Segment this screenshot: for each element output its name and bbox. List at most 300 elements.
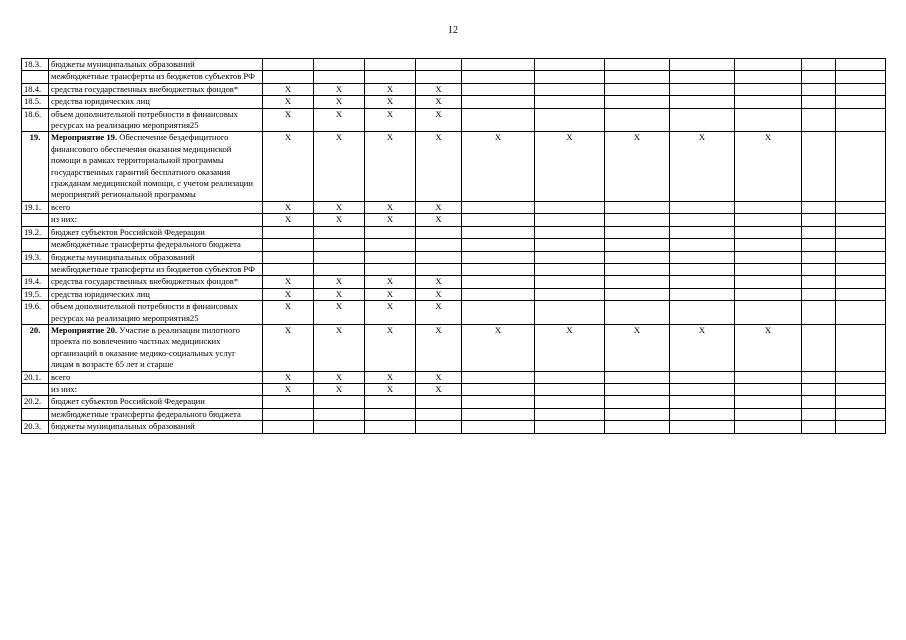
row-name-cell — [49, 83, 263, 95]
table-body — [22, 59, 886, 434]
mark-cell — [670, 201, 735, 213]
row-name: межбюджетные трансферты федерального бюджета — [51, 239, 241, 250]
table-row — [22, 201, 886, 213]
row-number: 20. — [22, 324, 49, 371]
row-name: средства юридических лиц — [51, 96, 150, 107]
mark-cell — [365, 239, 416, 251]
mark-cell — [802, 421, 836, 433]
mark-cell — [365, 263, 416, 275]
row-name-cell — [49, 214, 263, 226]
mark-cell: X — [263, 288, 314, 300]
row-name: Участие в реализации пилотного проекта по вовлечению частных медицинских организаций в оказание медико-социальных услуг лицам в возрасте 65 лет и старше — [51, 324, 240, 370]
row-name-cell — [49, 96, 263, 108]
mark-cell — [535, 288, 605, 300]
mark-cell: X — [314, 108, 365, 132]
page-number: 12 — [448, 25, 458, 36]
mark-cell: X — [263, 324, 314, 371]
mark-cell: X — [735, 324, 802, 371]
mark-cell — [670, 71, 735, 83]
mark-cell — [605, 421, 670, 433]
row-name: средства государственных внебюджетных фондов* — [51, 276, 239, 287]
mark-cell: X — [416, 371, 462, 383]
mark-cell — [535, 108, 605, 132]
mark-cell: X — [263, 276, 314, 288]
mark-cell: X — [416, 324, 462, 371]
mark-cell — [605, 71, 670, 83]
mark-cell — [735, 276, 802, 288]
mark-cell: X — [735, 132, 802, 201]
mark-cell: X — [263, 83, 314, 95]
mark-cell: X — [314, 83, 365, 95]
mark-cell — [263, 251, 314, 263]
row-name-cell — [49, 324, 263, 371]
mark-cell — [535, 408, 605, 420]
mark-cell — [263, 226, 314, 238]
mark-cell — [802, 276, 836, 288]
row-number — [22, 239, 49, 251]
mark-cell — [802, 59, 836, 71]
row-name-cell — [49, 108, 263, 132]
mark-cell: X — [416, 383, 462, 395]
mark-cell — [535, 383, 605, 395]
mark-cell — [670, 226, 735, 238]
mark-cell — [836, 301, 886, 325]
row-number: 19.1. — [22, 201, 49, 213]
mark-cell — [735, 251, 802, 263]
table-row — [22, 132, 886, 201]
mark-cell — [802, 288, 836, 300]
row-name-cell — [49, 59, 263, 71]
mark-cell — [802, 383, 836, 395]
mark-cell — [416, 421, 462, 433]
row-name: всего — [51, 201, 71, 212]
mark-cell: X — [365, 83, 416, 95]
mark-cell: X — [416, 214, 462, 226]
mark-cell: X — [314, 371, 365, 383]
table-row — [22, 251, 886, 263]
mark-cell — [836, 132, 886, 201]
mark-cell — [263, 263, 314, 275]
mark-cell — [314, 396, 365, 408]
mark-cell: X — [263, 301, 314, 325]
mark-cell: X — [416, 108, 462, 132]
mark-cell — [670, 421, 735, 433]
mark-cell — [836, 263, 886, 275]
mark-cell — [836, 59, 886, 71]
mark-cell — [735, 226, 802, 238]
row-number: 18.3. — [22, 59, 49, 71]
mark-cell — [535, 251, 605, 263]
mark-cell — [802, 71, 836, 83]
row-name-cell — [49, 71, 263, 83]
mark-cell: X — [605, 132, 670, 201]
mark-cell — [670, 408, 735, 420]
mark-cell — [836, 383, 886, 395]
row-number: 20.3. — [22, 421, 49, 433]
mark-cell — [735, 371, 802, 383]
mark-cell — [535, 301, 605, 325]
mark-cell — [462, 263, 535, 275]
mark-cell: X — [365, 288, 416, 300]
row-number: 19. — [22, 132, 49, 201]
mark-cell — [605, 59, 670, 71]
mark-cell — [836, 201, 886, 213]
mark-cell — [802, 239, 836, 251]
mark-cell — [535, 59, 605, 71]
mark-cell — [735, 383, 802, 395]
budget-table — [21, 58, 886, 434]
table-row — [22, 276, 886, 288]
mark-cell: X — [670, 324, 735, 371]
mark-cell — [802, 108, 836, 132]
row-name: межбюджетные трансферты из бюджетов субъектов РФ — [51, 71, 255, 82]
mark-cell — [802, 301, 836, 325]
mark-cell — [735, 214, 802, 226]
row-name: средства государственных внебюджетных фондов* — [51, 83, 239, 94]
mark-cell: X — [535, 132, 605, 201]
mark-cell — [535, 371, 605, 383]
mark-cell — [462, 288, 535, 300]
mark-cell — [535, 214, 605, 226]
mark-cell: X — [365, 276, 416, 288]
mark-cell — [416, 59, 462, 71]
table-row — [22, 96, 886, 108]
row-number — [22, 408, 49, 420]
mark-cell — [836, 226, 886, 238]
mark-cell — [605, 276, 670, 288]
mark-cell — [836, 239, 886, 251]
mark-cell: X — [416, 132, 462, 201]
mark-cell — [263, 59, 314, 71]
mark-cell: X — [365, 96, 416, 108]
row-name-cell — [49, 276, 263, 288]
mark-cell: X — [314, 288, 365, 300]
mark-cell — [535, 421, 605, 433]
mark-cell: X — [416, 96, 462, 108]
mark-cell: X — [365, 132, 416, 201]
mark-cell: X — [263, 371, 314, 383]
mark-cell — [605, 226, 670, 238]
mark-cell: X — [314, 383, 365, 395]
table-row — [22, 214, 886, 226]
mark-cell — [735, 96, 802, 108]
mark-cell — [802, 396, 836, 408]
mark-cell — [365, 71, 416, 83]
mark-cell — [802, 201, 836, 213]
row-name: из них: — [51, 383, 78, 394]
row-name-cell — [49, 301, 263, 325]
table-row — [22, 226, 886, 238]
row-name-cell — [49, 201, 263, 213]
mark-cell — [670, 239, 735, 251]
table-row — [22, 371, 886, 383]
mark-cell — [365, 421, 416, 433]
row-number: 19.4. — [22, 276, 49, 288]
table-row — [22, 83, 886, 95]
mark-cell — [462, 239, 535, 251]
row-number: 20.1. — [22, 371, 49, 383]
row-name-cell — [49, 288, 263, 300]
row-name: из них: — [51, 214, 78, 225]
mark-cell — [365, 59, 416, 71]
table-row — [22, 239, 886, 251]
mark-cell — [535, 226, 605, 238]
mark-cell: X — [314, 132, 365, 201]
mark-cell — [462, 201, 535, 213]
mark-cell — [670, 396, 735, 408]
mark-cell — [735, 421, 802, 433]
mark-cell — [462, 408, 535, 420]
row-name-cell — [49, 132, 263, 201]
mark-cell — [670, 59, 735, 71]
mark-cell — [836, 408, 886, 420]
mark-cell: X — [462, 324, 535, 371]
mark-cell: X — [416, 301, 462, 325]
row-name-cell — [49, 226, 263, 238]
mark-cell — [263, 396, 314, 408]
mark-cell — [263, 408, 314, 420]
mark-cell — [314, 408, 365, 420]
mark-cell — [836, 288, 886, 300]
mark-cell — [535, 201, 605, 213]
row-name: межбюджетные трансферты федерального бюджета — [51, 408, 241, 419]
mark-cell — [802, 263, 836, 275]
mark-cell: X — [416, 83, 462, 95]
mark-cell — [735, 201, 802, 213]
mark-cell — [462, 83, 535, 95]
row-number: 19.2. — [22, 226, 49, 238]
mark-cell: X — [263, 96, 314, 108]
mark-cell — [605, 108, 670, 132]
mark-cell — [605, 251, 670, 263]
mark-cell — [836, 371, 886, 383]
mark-cell — [314, 59, 365, 71]
mark-cell — [836, 324, 886, 371]
table-row — [22, 408, 886, 420]
mark-cell — [462, 396, 535, 408]
mark-cell — [462, 214, 535, 226]
mark-cell: X — [365, 383, 416, 395]
row-name-cell — [49, 408, 263, 420]
mark-cell — [605, 408, 670, 420]
row-number: 19.5. — [22, 288, 49, 300]
mark-cell — [735, 71, 802, 83]
mark-cell — [462, 421, 535, 433]
row-number: 20.2. — [22, 396, 49, 408]
mark-cell — [314, 239, 365, 251]
row-name-cell — [49, 251, 263, 263]
mark-cell — [836, 251, 886, 263]
mark-cell — [802, 251, 836, 263]
mark-cell — [605, 301, 670, 325]
row-name: бюджеты муниципальных образований — [51, 59, 195, 69]
mark-cell — [462, 226, 535, 238]
mark-cell — [314, 263, 365, 275]
row-name: всего — [51, 371, 71, 382]
mark-cell — [314, 226, 365, 238]
mark-cell — [535, 263, 605, 275]
mark-cell — [735, 108, 802, 132]
mark-cell — [416, 251, 462, 263]
mark-cell: X — [314, 324, 365, 371]
mark-cell — [670, 108, 735, 132]
mark-cell: X — [263, 201, 314, 213]
mark-cell — [462, 71, 535, 83]
mark-cell — [605, 239, 670, 251]
table-row — [22, 288, 886, 300]
mark-cell — [314, 251, 365, 263]
mark-cell — [535, 396, 605, 408]
mark-cell — [462, 96, 535, 108]
mark-cell — [735, 408, 802, 420]
mark-cell — [802, 214, 836, 226]
mark-cell — [670, 263, 735, 275]
mark-cell — [670, 288, 735, 300]
row-name: объем дополнительной потребности в финансовых ресурсах на реализацию мероприятия25 — [51, 301, 238, 323]
activity-title: Мероприятие 19. — [51, 132, 118, 143]
row-number: 18.4. — [22, 83, 49, 95]
mark-cell — [535, 83, 605, 95]
mark-cell — [605, 383, 670, 395]
mark-cell — [670, 83, 735, 95]
row-name: бюджеты муниципальных образований — [51, 251, 195, 262]
mark-cell: X — [314, 96, 365, 108]
mark-cell — [365, 251, 416, 263]
mark-cell — [416, 71, 462, 83]
mark-cell — [836, 108, 886, 132]
row-number: 18.6. — [22, 108, 49, 132]
mark-cell — [735, 83, 802, 95]
mark-cell — [836, 396, 886, 408]
mark-cell — [416, 263, 462, 275]
mark-cell — [535, 71, 605, 83]
mark-cell — [462, 371, 535, 383]
mark-cell: X — [314, 201, 365, 213]
mark-cell — [670, 96, 735, 108]
mark-cell — [535, 276, 605, 288]
mark-cell: X — [263, 383, 314, 395]
table-row — [22, 383, 886, 395]
mark-cell — [605, 96, 670, 108]
row-number: 18.5. — [22, 96, 49, 108]
row-number — [22, 214, 49, 226]
mark-cell — [314, 421, 365, 433]
mark-cell — [416, 239, 462, 251]
mark-cell: X — [314, 214, 365, 226]
mark-cell: X — [670, 132, 735, 201]
mark-cell — [836, 276, 886, 288]
mark-cell — [416, 226, 462, 238]
mark-cell: X — [365, 108, 416, 132]
mark-cell — [263, 239, 314, 251]
mark-cell — [462, 276, 535, 288]
mark-cell — [670, 371, 735, 383]
mark-cell: X — [263, 108, 314, 132]
row-name: объем дополнительной потребности в финансовых ресурсах на реализацию мероприятия25 — [51, 108, 238, 131]
mark-cell — [836, 421, 886, 433]
mark-cell — [462, 383, 535, 395]
row-name: Обеспечение бездефицитного финансового обеспечения оказания медицинской помощи в рамках территориальной программы государственных гарантий бесплатного оказания гражданам медицинской помощи, с учетом реализации мероприятий региональной программы — [51, 132, 254, 200]
row-number — [22, 383, 49, 395]
mark-cell — [802, 132, 836, 201]
mark-cell — [365, 226, 416, 238]
mark-cell — [836, 83, 886, 95]
row-name: бюджеты муниципальных образований — [51, 421, 195, 432]
row-name-cell — [49, 239, 263, 251]
mark-cell: X — [365, 214, 416, 226]
mark-cell — [836, 96, 886, 108]
row-name-cell — [49, 263, 263, 275]
mark-cell — [462, 108, 535, 132]
mark-cell — [836, 214, 886, 226]
mark-cell — [605, 83, 670, 95]
mark-cell: X — [263, 214, 314, 226]
activity-title: Мероприятие 20. — [51, 324, 118, 335]
mark-cell — [365, 408, 416, 420]
mark-cell — [535, 96, 605, 108]
mark-cell — [670, 383, 735, 395]
mark-cell: X — [263, 132, 314, 201]
row-number: 19.6. — [22, 301, 49, 325]
mark-cell — [462, 301, 535, 325]
mark-cell — [263, 421, 314, 433]
mark-cell: X — [605, 324, 670, 371]
mark-cell — [735, 396, 802, 408]
mark-cell — [462, 251, 535, 263]
mark-cell — [535, 239, 605, 251]
mark-cell — [802, 96, 836, 108]
mark-cell — [802, 324, 836, 371]
mark-cell — [802, 226, 836, 238]
table-row — [22, 396, 886, 408]
mark-cell — [802, 408, 836, 420]
mark-cell: X — [365, 371, 416, 383]
mark-cell — [735, 239, 802, 251]
table-row — [22, 263, 886, 275]
mark-cell — [314, 71, 365, 83]
mark-cell — [605, 396, 670, 408]
mark-cell — [670, 214, 735, 226]
mark-cell — [605, 263, 670, 275]
mark-cell — [263, 71, 314, 83]
mark-cell — [802, 83, 836, 95]
mark-cell — [735, 288, 802, 300]
row-name-cell — [49, 421, 263, 433]
row-number — [22, 71, 49, 83]
mark-cell — [605, 201, 670, 213]
mark-cell: X — [416, 201, 462, 213]
row-number — [22, 263, 49, 275]
mark-cell: X — [314, 276, 365, 288]
mark-cell — [416, 408, 462, 420]
mark-cell — [605, 371, 670, 383]
table-row — [22, 301, 886, 325]
mark-cell — [365, 396, 416, 408]
mark-cell: X — [365, 301, 416, 325]
table-row — [22, 71, 886, 83]
mark-cell — [670, 251, 735, 263]
mark-cell: X — [462, 132, 535, 201]
mark-cell: X — [535, 324, 605, 371]
mark-cell — [605, 214, 670, 226]
row-name: средства юридических лиц — [51, 288, 150, 299]
mark-cell: X — [314, 301, 365, 325]
mark-cell: X — [365, 201, 416, 213]
mark-cell — [670, 276, 735, 288]
mark-cell — [802, 371, 836, 383]
row-name: бюджет субъектов Российской Федерации — [51, 226, 205, 237]
mark-cell — [416, 396, 462, 408]
